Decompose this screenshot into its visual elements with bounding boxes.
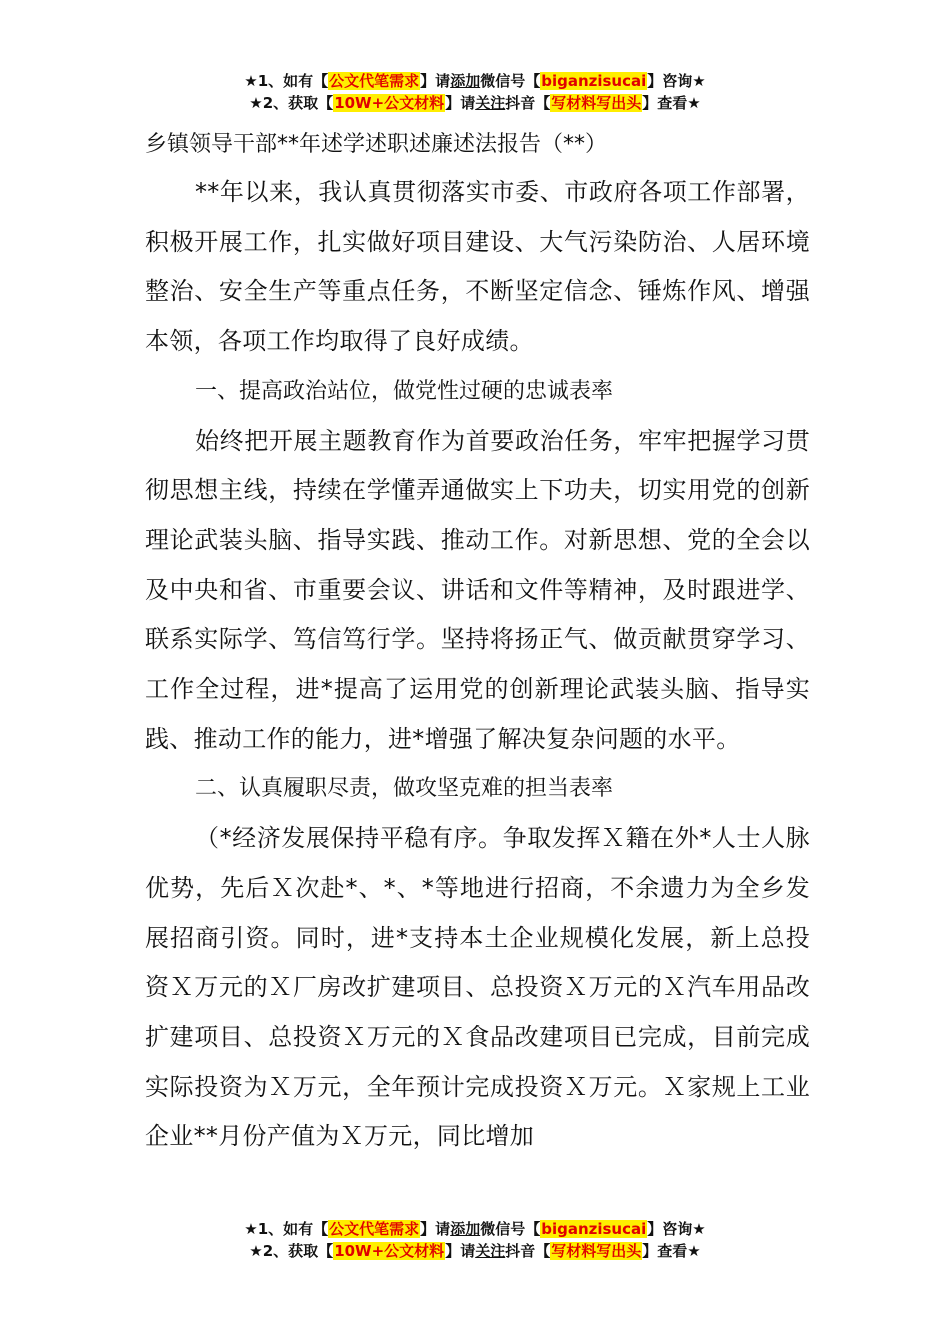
document-body bbox=[145, 122, 810, 1162]
promo-text: 】请 bbox=[445, 1242, 476, 1260]
promo-text: ★1、如有【 bbox=[244, 1220, 329, 1238]
promo-text: ★2、获取【 bbox=[249, 94, 334, 112]
promo-banner-top bbox=[0, 70, 950, 114]
document-title: 乡镇领导干部**年述学述职述廉述法报告（**） bbox=[145, 132, 608, 157]
promo-text: ★2、获取【 bbox=[249, 1242, 334, 1260]
promo-text: ★1、如有【 bbox=[244, 72, 329, 90]
section-1-paragraph: 始终把开展主题教育作为首要政治任务，牢牢把握学习贯彻思想主线，持续在学懂弄通做实上下功夫，切实用党的创新理论武装头脑、指导实践、推动工作。对新思想、党的全会以及中央和省、市重要会议、讲话和文件等精神，及时跟进学、联系实际学、笃信笃行学。坚持将扬正气、做贡献贯穿学习、工作全过程，进*提高了运用党的创新理论武装头脑、指导实践、推动工作的能力，进*增强了解决复杂问题的水平。 bbox=[145, 426, 810, 753]
section-1-heading: 一、提高政治站位，做党性过硬的忠诚表率 bbox=[195, 378, 614, 404]
promo-underline: 关注 bbox=[475, 94, 506, 112]
promo-underline: 添加 bbox=[450, 1220, 481, 1238]
promo-text: 】请 bbox=[420, 72, 451, 90]
promo-highlight: biganzisucai bbox=[541, 1220, 647, 1238]
promo-text: 】请 bbox=[445, 94, 476, 112]
promo-line-1 bbox=[0, 70, 950, 92]
promo-line-1 bbox=[0, 1218, 950, 1240]
promo-highlight: biganzisucai bbox=[541, 72, 647, 90]
intro-paragraph: **年以来，我认真贯彻落实市委、市政府各项工作部署，积极开展工作，扎实做好项目建设、大气污染防治、人居环境整治、安全生产等重点任务，不断坚定信念、锤炼作风、增强本领，各项工作均取得了良好成绩。 bbox=[145, 178, 810, 356]
promo-highlight: 公文代笔需求 bbox=[329, 72, 420, 90]
promo-highlight: 公文代笔需求 bbox=[329, 1220, 420, 1238]
promo-text: 抖音【 bbox=[505, 94, 551, 112]
promo-text: 微信号【 bbox=[480, 72, 541, 90]
promo-text: 】查看★ bbox=[642, 1242, 701, 1260]
promo-underline: 关注 bbox=[475, 1242, 506, 1260]
promo-line-2 bbox=[0, 92, 950, 114]
promo-text: 】查看★ bbox=[642, 94, 701, 112]
promo-banner-bottom bbox=[0, 1218, 950, 1262]
promo-text: 微信号【 bbox=[480, 1220, 541, 1238]
promo-text: 】请 bbox=[420, 1220, 451, 1238]
promo-underline: 添加 bbox=[450, 72, 481, 90]
promo-text: 】咨询★ bbox=[647, 1220, 706, 1238]
promo-highlight: 写材料写出头 bbox=[551, 1242, 642, 1260]
section-2-paragraph: （*经济发展保持平稳有序。争取发挥Ｘ籍在外*人士人脉优势，先后Ｘ次赴*、*、*等地进行招商，不余遗力为全乡发展招商引资。同时，进*支持本土企业规模化发展，新上总投资Ｘ万元的Ｘ厂房改扩建项目、总投资Ｘ万元的Ｘ汽车用品改扩建项目、总投资Ｘ万元的Ｘ食品改建项目已完成，目前完成实际投资为Ｘ万元，全年预计完成投资Ｘ万元。Ｘ家规上工业企业**月份产值为Ｘ万元，同比增加 bbox=[145, 824, 810, 1151]
section-2-heading: 二、认真履职尽责，做攻坚克难的担当表率 bbox=[195, 776, 614, 802]
promo-highlight: 10W+公文材料 bbox=[334, 1242, 445, 1260]
promo-text: 抖音【 bbox=[505, 1242, 551, 1260]
promo-text: 】咨询★ bbox=[647, 72, 706, 90]
promo-line-2 bbox=[0, 1240, 950, 1262]
promo-highlight: 10W+公文材料 bbox=[334, 94, 445, 112]
promo-highlight: 写材料写出头 bbox=[551, 94, 642, 112]
